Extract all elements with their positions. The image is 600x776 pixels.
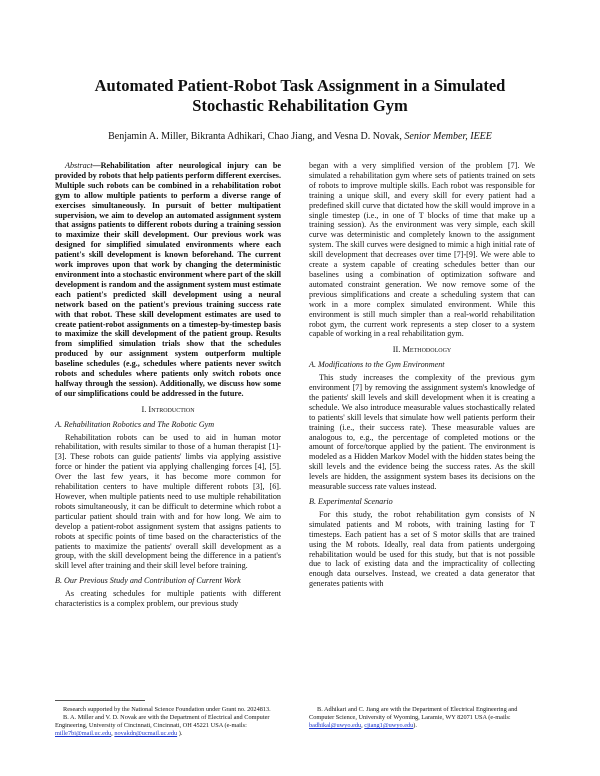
paper-title bbox=[60, 76, 540, 116]
footnote-rule bbox=[55, 700, 145, 701]
abstract-lead: Abstract bbox=[65, 161, 93, 170]
author-suffix: Senior Member, IEEE bbox=[404, 131, 492, 142]
subsection-heading-previous-study: B. Our Previous Study and Contribution of Current Work bbox=[55, 576, 241, 586]
footnote-affiliation-uc-text: B. A. Miller and V. D. Novak are with the Department of Electrical and Computer Engineering, University of Cincinnati, Cincinnati, OH 45221 USA (e-mails: bbox=[55, 714, 270, 729]
paragraph-previous-study-continued: began with a very simplified version of the problem [7]. We simulated a rehabilitation gym where sets of patients trained on sets of robots to improve multiple skills. Each robot was responsible for training a unique skill, and every skill for every patient had a predefined skill curve that dictated how the skill would improve in a single timestep (i.e., in one of T blocks of time that make up a training session). As the environment was very simple, each skill curve was deterministic and completely known to the assignment system. The skill curves were designed to mimic a high initial rate of skill development that decreases over time [7]-[9]. We were able to create a system capable of creating schedules better than our baselines using a combination of optimization software and automated constraint generation. We now remove some of the previous simplifications and create a scheduling system that can work in a more complex simulated environment. While this environment is still much simpler than a real-world rehabilitation robot gym, the current work represents a step closer to a system capable of working in a real rehabilitation gym. bbox=[309, 161, 535, 339]
author-names: Benjamin A. Miller, Bikranta Adhikari, Chao Jiang, and Vesna D. Novak, bbox=[108, 131, 402, 142]
author-list bbox=[40, 131, 560, 143]
subsection-heading-gym-modifications: A. Modifications to the Gym Environment bbox=[309, 360, 445, 370]
footnote-end: ). bbox=[178, 730, 183, 737]
paragraph-robotic-gym: Rehabilitation robots can be used to aid in human motor rehabilitation, with results similar to those of a human therapist [1]-[3]. These robots can guide patients' limbs via applying assistive force or hinder the patient via applying challenging forces [4], [5]. Over the last few years, it has become more common for rehabilitation centers to have multiple different robots [3], [6]. However, when multiple patients need to use multiple rehabilitation robots simultaneously, it can be difficult to determine which robot a particular patient should train with and for how long. We aim to develop a patient-robot assignment system that assigns patients to robots at specific points of time based on the characteristics of the patients to maximize the patients' overall skill development as a group, with the skill development being the difference in a patient's skill level after training and their skill level before training. bbox=[55, 432, 281, 571]
footnotes-left bbox=[55, 706, 285, 738]
footnote-affiliation-wyoming-text: B. Adhikari and C. Jiang are with the Department of Electrical Engineering and Computer Science, University of Wyoming, Laramie, WY 82071 USA (e-mails: bbox=[309, 706, 518, 721]
paragraph-experimental-scenario: For this study, the robot rehabilitation gym consists of N simulated patients and M robots, with training lasting for T timesteps. Each patient has a set of S motor skills that are trained using the M robots. Ideally, real data from patients undergoing rehabilitation would be used for this study, but that is not possible due to lack of existing data and the impracticality of collecting enough data ourselves. Instead, we created a data generator that generates patients with bbox=[309, 509, 535, 589]
footnote-funding: Research supported by the National Science Foundation under Grant no. 2024813. bbox=[63, 706, 271, 713]
email-link-miller[interactable]: mille7bi@mail.uc.edu bbox=[55, 730, 112, 737]
paragraph-previous-study: As creating schedules for multiple patients with different characteristics is a complex problem, our previous study bbox=[55, 589, 281, 609]
email-separator: , bbox=[361, 722, 363, 729]
section-heading-methodology: II. Methodology bbox=[392, 345, 452, 355]
footnote-end: ). bbox=[413, 722, 417, 729]
left-column bbox=[55, 161, 281, 609]
email-link-jiang[interactable]: cjiang1@uwyo.edu bbox=[364, 722, 414, 729]
right-column bbox=[309, 161, 535, 589]
section-heading-introduction: I. Introduction bbox=[141, 404, 195, 414]
subsection-heading-experimental-scenario: B. Experimental Scenario bbox=[309, 497, 393, 506]
abstract-text: —Rehabilitation after neurological injury can be provided by robots that help patients perform different exercises. Multiple such robots can be combined in a rehabilitation robot gym to allow multiple patients to perform a diverse range of exercises simultaneously. In pursuit of better multipatient supervision, we aim to develop an automated assignment system that assigns patients to different robots during a training session to maximize their skill development. Our previous work was designed for simplified simulated environments where each patient's skill development is known beforehand. The current work improves upon that work by changing the deterministic environment into a stochastic environment where part of the skill development is random and the assignment system must estimate each patient's predicted skill development using a neural network based on the patient's previous training success rate with that robot. These skill development estimates are used to create patient-robot assignments on a timestep-by-timestep basis to maximize the skill development of the patient group. Results from simplified simulation trials show that the schedules produced by our assignment system outperform multiple baseline schedules (e.g., schedules where patients never switch robots and schedules where patients only switch robots once halfway through the session). Additionally, we discuss how some of our simplifications could be addressed in the future. bbox=[55, 161, 281, 398]
paragraph-gym-modifications: This study increases the complexity of the previous gym environment [7] by removing the assignment system's knowledge of the patients' skill levels and skill development when it is creating a schedule. We also introduce measurable values stochastically related to patients' skill levels that simulate how well patients perform their training (i.e., their success rate). These measurable values are analogous to, e.g., the percentage of completed motions or the amount of force/torque applied by the patient. The environment is modeled as a Hidden Markov Model with the hidden states being the skill levels and the evidence being the success rates. As the skill levels are hidden, the assignment system bases its decisions on the measurable success rate values instead. bbox=[309, 373, 535, 492]
email-link-novak[interactable]: novakdn@ucmail.uc.edu bbox=[114, 730, 178, 737]
footnote-affiliation-wyoming bbox=[309, 706, 539, 730]
subsection-heading-robotic-gym: A. Rehabilitation Robotics and The Robotic Gym bbox=[55, 419, 215, 429]
title-line-2: Stochastic Rehabilitation Gym bbox=[192, 96, 408, 115]
email-link-adhikari[interactable]: badhikal@uwyo.edu bbox=[309, 722, 362, 729]
abstract bbox=[55, 161, 281, 399]
title-line-1: Automated Patient-Robot Task Assignment in a Simulated bbox=[94, 76, 506, 95]
email-separator: , bbox=[111, 730, 113, 737]
footnotes-right bbox=[309, 706, 539, 730]
footnote-affiliation-uc bbox=[55, 714, 285, 738]
